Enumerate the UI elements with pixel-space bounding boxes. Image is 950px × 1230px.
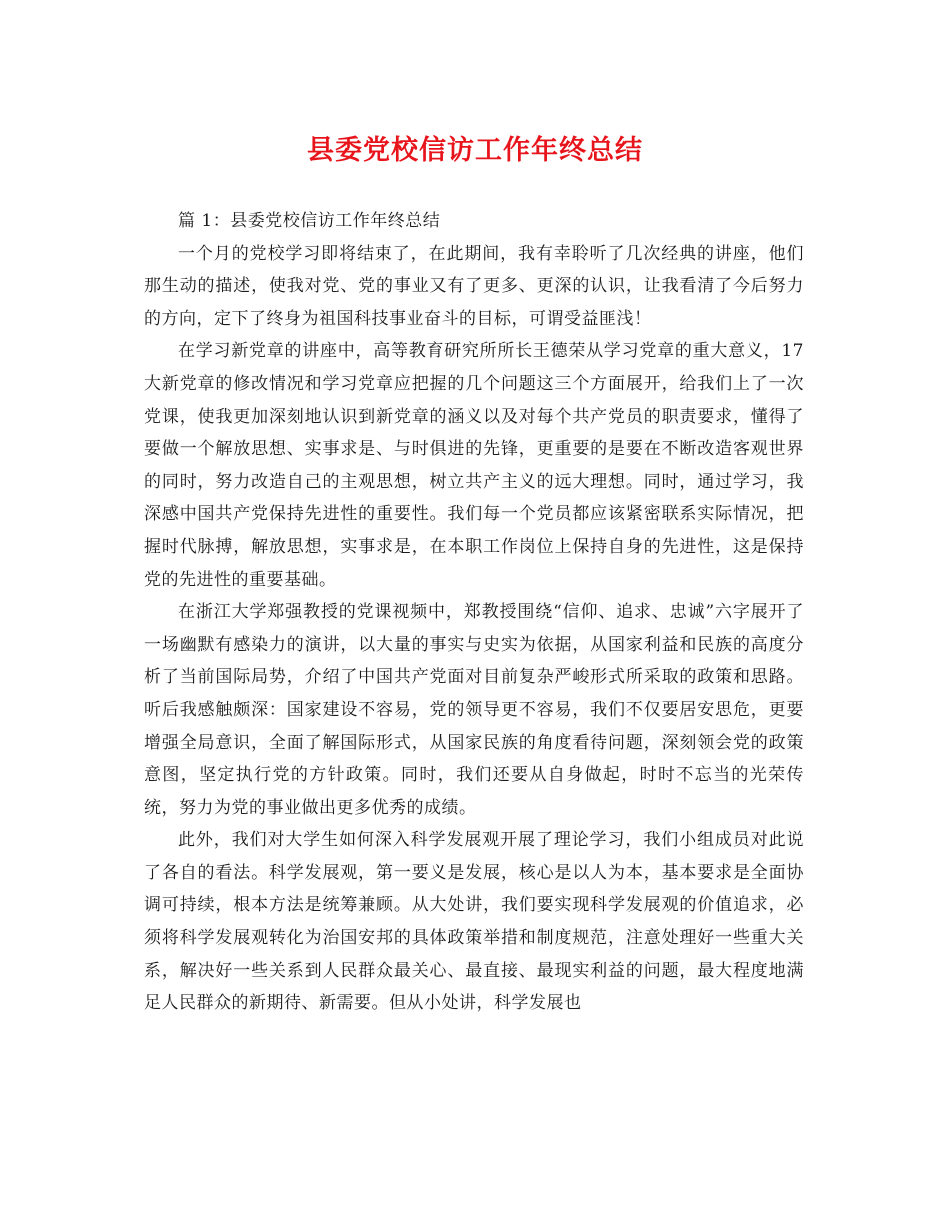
document-title: 县委党校信访工作年终总结 [307,135,643,166]
paragraph-heading: 篇 1：县委党校信访工作年终总结 [178,211,441,231]
document-body [144,205,804,1020]
paragraph: 一个月的党校学习即将结束了，在此期间，我有幸聆听了几次经典的讲座，他们那生动的描述，使我对党、党的事业又有了更多、更深的认识，让我看清了今后努力的方向，定下了终身为祖国科技事业奋斗的目标，可谓受益匪浅！ [144,243,804,329]
paragraph: 此外，我们对大学生如何深入科学发展观开展了理论学习，我们小组成员对此说了各自的看法。科学发展观，第一要义是发展，核心是以人为本，基本要求是全面协调可持续，根本方法是统筹兼顾。从大处讲，我们要实现科学发展观的价值追求，必须将科学发展观转化为治国安邦的具体政策举措和制度规范，注意处理好一些重大关系，解决好一些关系到人民群众最关心、最直接、最现实利益的问题，最大程度地满足人民群众的新期待、新需要。但从小处讲，科学发展也 [144,830,804,1014]
paragraph: 在浙江大学郑强教授的党课视频中，郑教授围绕“信仰、追求、忠诚”六字展开了一场幽默有感染力的演讲，以大量的事实与史实为依据，从国家利益和民族的高度分析了当前国际局势，介绍了中国共产党面对目前复杂严峻形式所采取的政策和思路。听后我感触颇深：国家建设不容易，党的领导更不容易，我们不仅要居安思危，更要增强全局意识，全面了解国际形式，从国家民族的角度看待问题，深刻领会党的政策意图，坚定执行党的方针政策。同时，我们还要从自身做起，时时不忘当的光荣传统，努力为党的事业做出更多优秀的成绩。 [144,602,804,818]
paragraph: 在学习新党章的讲座中，高等教育研究所所长王德荣从学习党章的重大意义，17大新党章的修改情况和学习党章应把握的几个问题这三个方面展开，给我们上了一次党课，使我更加深刻地认识到新党章的涵义以及对每个共产党员的职责要求，懂得了要做一个解放思想、实事求是、与时俱进的先锋，更重要的是要在不断改造客观世界的同时，努力改造自己的主观思想，树立共产主义的远大理想。同时，通过学习，我深感中国共产党保持先进性的重要性。我们每一个党员都应该紧密联系实际情况，把握时代脉搏，解放思想，实事求是，在本职工作岗位上保持自身的先进性，这是保持党的先进性的重要基础。 [144,341,804,590]
